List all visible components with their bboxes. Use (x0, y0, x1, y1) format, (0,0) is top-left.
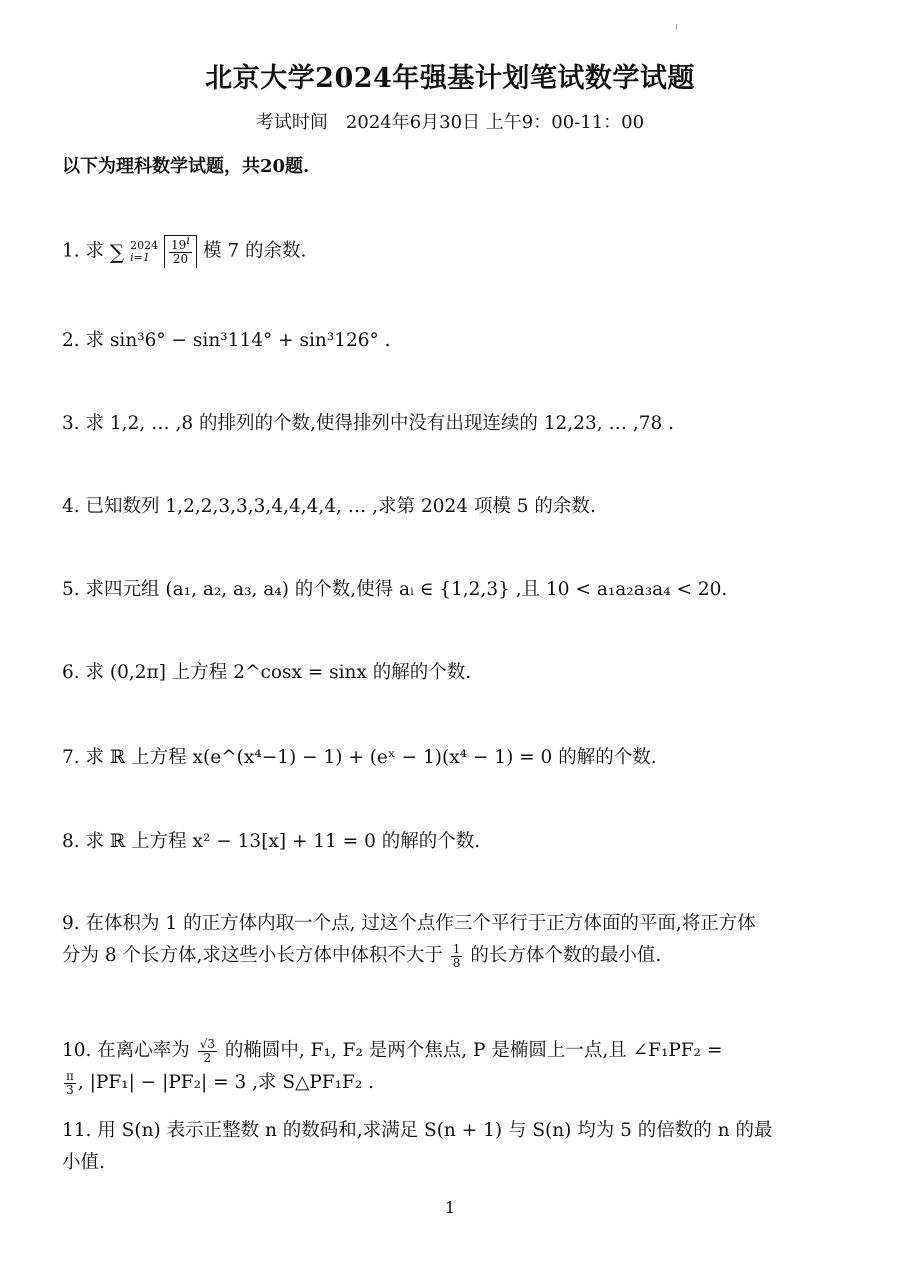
q11-line2: 小值. (62, 1152, 105, 1173)
page-number: 1 (444, 1198, 456, 1217)
q9-line2 (62, 940, 842, 972)
q10-line1-pre: 10. 在离心率为 (62, 1040, 196, 1061)
q10-line2-post: , |PF₁| − |PF₂| = 3 ,求 S△PF₁F₂ . (77, 1072, 375, 1093)
q9-line2-pre: 分为 8 个长方体,求这些小长方体中体积不大于 (62, 945, 449, 966)
q1-fraction (169, 232, 192, 266)
q1-prefix: 1. 求 (62, 240, 110, 262)
sum-upper: 2024 (130, 238, 159, 252)
q9-frac-den: 8 (452, 955, 461, 970)
sum-limits (130, 240, 158, 264)
q9-fraction (451, 943, 463, 970)
exam-time: 考试时间 2024年6月30日 上午9：00-11：00 (255, 112, 645, 133)
question-9 (62, 908, 842, 972)
question-2: 2. 求 sin³6° − sin³114° + sin³126° . (62, 330, 391, 351)
q1-suffix: 模 7 的余数. (203, 240, 307, 262)
q1-num: 19 (170, 237, 187, 252)
intro-text: 以下为理科数学试题，共20题. (62, 156, 310, 177)
q9-line2-post: 的长方体个数的最小值. (464, 945, 662, 966)
question-8: 8. 求 ℝ 上方程 x² − 13[x] + 11 = 0 的解的个数. (62, 831, 481, 852)
q10-line1-post: 的椭圆中, F₁, F₂ 是两个焦点, P 是椭圆上一点,且 ∠F₁PF₂ = (218, 1040, 723, 1061)
q9-line1: 9. 在体积为 1 的正方体内取一个点, 过这个点作三个平行于正方体面的平面,将正方体 (62, 913, 756, 934)
q10-frac-num: √3 (199, 1036, 215, 1051)
q9-frac-num: 1 (452, 941, 461, 956)
sum-symbol: ∑ (109, 239, 125, 264)
q10-frac-den: 2 (203, 1050, 212, 1065)
scan-mark (676, 24, 677, 29)
question-10 (62, 1035, 842, 1099)
q1-den: 20 (172, 251, 189, 266)
question-5: 5. 求四元组 (a₁, a₂, a₃, a₄) 的个数,使得 aᵢ ∈ {1,2,3} ,且 10 < a₁a₂a₃a₄ < 20. (62, 579, 728, 600)
question-4: 4. 已知数列 1,2,2,3,3,3,4,4,4,4, … ,求第 2024 项模 5 的余数. (62, 496, 596, 517)
question-7: 7. 求 ℝ 上方程 x(e^(x⁴−1) − 1) + (eˣ − 1)(x⁴ − 1) = 0 的解的个数. (62, 747, 657, 768)
question-1 (62, 232, 842, 268)
floor-bracket (164, 232, 197, 268)
q10-line2 (62, 1067, 842, 1099)
q10-pi-den: 3 (66, 1082, 74, 1097)
q10-line1 (62, 1035, 842, 1067)
q10-pi-fraction (64, 1070, 76, 1097)
page-title: 北京大学2024年强基计划笔试数学试题 (205, 63, 695, 94)
q1-num-exp: i (186, 232, 191, 247)
question-11 (62, 1115, 842, 1179)
question-6: 6. 求 (0,2π] 上方程 2^cosx = sinx 的解的个数. (62, 662, 472, 683)
question-3: 3. 求 1,2, … ,8 的排列的个数,使得排列中没有出现连续的 12,23, … ,78 . (62, 413, 675, 434)
q10-fraction (198, 1038, 217, 1065)
q11-line1: 11. 用 S(n) 表示正整数 n 的数码和,求满足 S(n + 1) 与 S(n) 均为 5 的倍数的 n 的最 (62, 1120, 773, 1141)
sum-lower: i=1 (130, 250, 150, 264)
q10-pi-num: π (66, 1068, 74, 1083)
